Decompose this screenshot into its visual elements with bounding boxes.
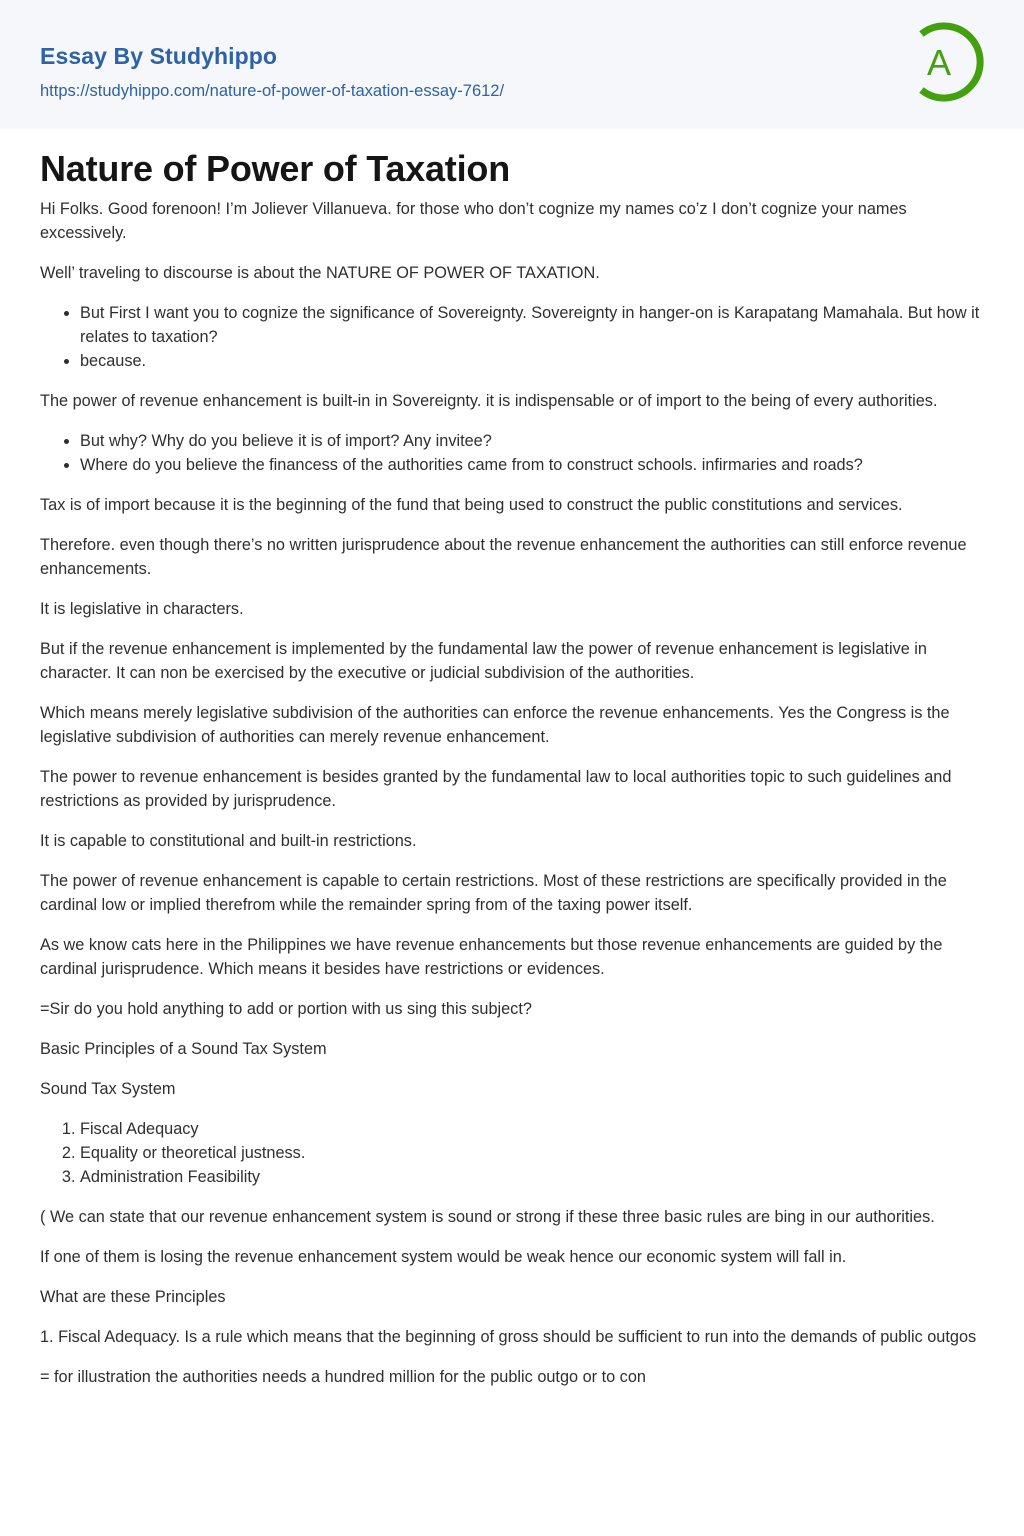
list-item: 2. Equality or theoretical justness. bbox=[80, 1141, 984, 1165]
brand-title: Essay By Studyhippo bbox=[40, 43, 278, 69]
source-url-link[interactable]: https://studyhippo.com/nature-of-power-of-taxation-essay-7612/ bbox=[40, 82, 505, 100]
article bbox=[0, 147, 1024, 1389]
paragraph: Therefore. even though there’s no written jurisprudence about the revenue enhancement the authorities can still enforce revenue enhancements. bbox=[40, 536, 967, 578]
site-header bbox=[0, 0, 1024, 129]
paragraph: As we know cats here in the Philippines we have revenue enhancements but those revenue enhancements are guided by the cardinal jurisprudence. Which means it besides have restrictions or evidences. bbox=[40, 936, 943, 978]
numbered-list bbox=[40, 1117, 984, 1189]
paragraph: ( We can state that our revenue enhancement system is sound or strong if these three basic rules are bing in our authorities. bbox=[40, 1208, 935, 1226]
paragraph: = for illustration the authorities needs a hundred million for the public outgo or to con bbox=[40, 1368, 646, 1386]
article-body bbox=[40, 197, 984, 1389]
list-item: • because. bbox=[80, 349, 984, 373]
list-item: 3. Administration Feasibility bbox=[80, 1165, 984, 1189]
bullet-list bbox=[40, 429, 984, 477]
paragraph: Sound Tax System bbox=[40, 1080, 176, 1098]
bullet-list bbox=[40, 301, 984, 373]
paragraph: Basic Principles of a Sound Tax System bbox=[40, 1040, 327, 1058]
logo-letter: A bbox=[926, 42, 952, 83]
paragraph: The power of revenue enhancement is capable to certain restrictions. Most of these restrictions are specifically provided in the cardinal low or implied therefrom while the remainder spring from of the taxing power itself. bbox=[40, 872, 947, 914]
paragraph: Hi Folks. Good forenoon! I’m Joliever Villanueva. for those who don’t cognize my names co’z I don’t cognize your names excessively. bbox=[40, 200, 907, 242]
paragraph: 1. Fiscal Adequacy. Is a rule which means that the beginning of gross should be sufficient to run into the demands of public outgos bbox=[40, 1328, 977, 1346]
page-title: Nature of Power of Taxation bbox=[40, 148, 510, 189]
paragraph: But if the revenue enhancement is implemented by the fundamental law the power of revenue enhancement is legislative in character. It can non be exercised by the executive or judicial subdivision of the authorities. bbox=[40, 640, 927, 682]
paragraph: The power to revenue enhancement is besides granted by the fundamental law to local authorities topic to such guidelines and restrictions as provided by jurisprudence. bbox=[40, 768, 952, 810]
list-item: • But First I want you to cognize the significance of Sovereignty. Sovereignty in hanger-on is Karapatang Mamahala. But how it relates to taxation? bbox=[80, 301, 984, 349]
paragraph: Which means merely legislative subdivision of the authorities can enforce the revenue enhancements. Yes the Congress is the legislative subdivision of authorities can merely revenue enhancement. bbox=[40, 704, 950, 746]
paragraph: What are these Principles bbox=[40, 1288, 226, 1306]
paragraph: It is capable to constitutional and built-in restrictions. bbox=[40, 832, 417, 850]
list-item: 1. Fiscal Adequacy bbox=[80, 1117, 984, 1141]
paragraph: If one of them is losing the revenue enhancement system would be weak hence our economic system will fall in. bbox=[40, 1248, 847, 1266]
paragraph: =Sir do you hold anything to add or portion with us sing this subject? bbox=[40, 1000, 532, 1018]
paragraph: It is legislative in characters. bbox=[40, 600, 244, 618]
paragraph: Well’ traveling to discourse is about the NATURE OF POWER OF TAXATION. bbox=[40, 264, 600, 282]
studyhippo-logo-icon[interactable] bbox=[914, 19, 986, 105]
list-item: • Where do you believe the financess of the authorities came from to construct schools. infirmaries and roads? bbox=[80, 453, 984, 477]
paragraph: The power of revenue enhancement is built-in in Sovereignty. it is indispensable or of import to the being of every authorities. bbox=[40, 392, 938, 410]
paragraph: Tax is of import because it is the beginning of the fund that being used to construct the public constitutions and services. bbox=[40, 496, 903, 514]
list-item: • But why? Why do you believe it is of import? Any invitee? bbox=[80, 429, 984, 453]
